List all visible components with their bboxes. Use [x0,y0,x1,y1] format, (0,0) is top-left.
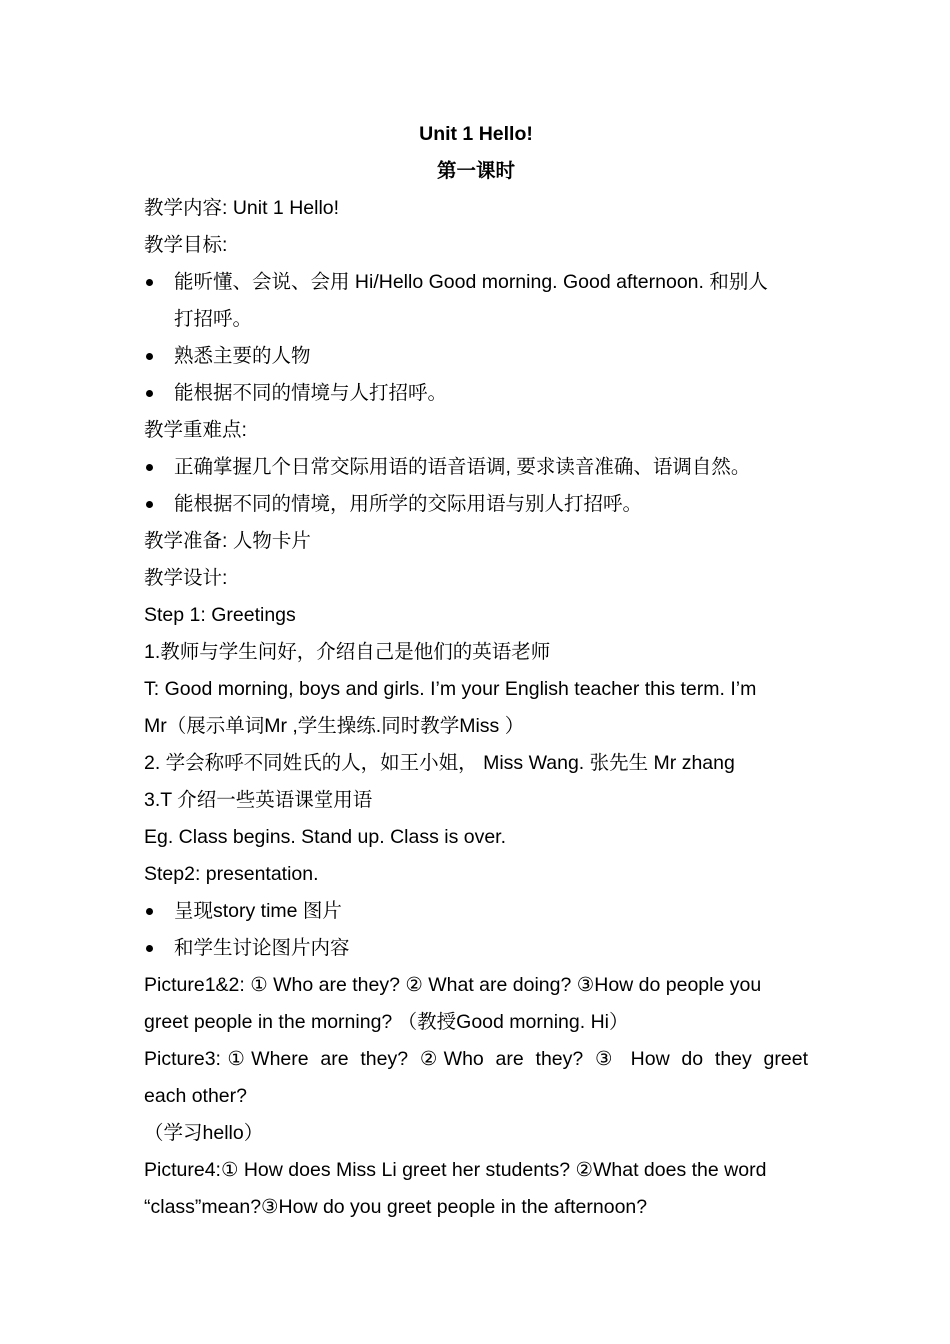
objective-item [144,338,808,375]
objective-item [144,264,808,301]
document-title: Unit 1 Hello! [419,123,533,145]
document-body [144,116,808,1226]
step1-line: Eg. Class begins. Stand up. Class is over. [144,826,507,848]
picture-line: （学习hello） [144,1122,264,1144]
objective-item [144,375,808,412]
key-point-item [144,449,808,486]
key-point-text: 正确掌握几个日常交际用语的语音语调, 要求读音准确、语调自然。 [174,456,751,478]
step2-item [144,893,808,930]
picture-line: Picture1&2: ① Who are they? ② What are doing? ③How do people you [144,974,762,996]
objective-continuation: 打招呼。 [174,308,253,330]
teaching-content: 教学内容: Unit 1 Hello! [144,197,340,219]
picture-line: Picture4:① How does Miss Li greet her students? ②What does the word [144,1159,767,1181]
key-point-text: 能根据不同的情境，用所学的交际用语与别人打招呼。 [174,493,643,515]
step2-text: 呈现story time 图片 [174,900,342,922]
objective-text: 能根据不同的情境与人打招呼。 [174,382,448,404]
step2-title: Step2: presentation. [144,863,319,885]
key-points-heading: 教学重难点: [144,419,247,441]
bullet-icon [146,945,153,952]
teaching-preparation: 教学准备: 人物卡片 [144,530,311,552]
key-point-item [144,486,808,523]
step1-line: 1.教师与学生问好，介绍自己是他们的英语老师 [144,641,551,663]
step1-line: 3.T 介绍一些英语课堂用语 [144,789,373,811]
picture-line: Picture3:①Where are they? ②Who are they? ③ How do they greet [144,1048,808,1070]
step2-item [144,930,808,967]
picture-line: “class”mean?③How do you greet people in the afternoon? [144,1196,648,1218]
bullet-icon [146,390,153,397]
bullet-icon [146,353,153,360]
bullet-icon [146,501,153,508]
step1-line: T: Good morning, boys and girls. I’m your English teacher this term. I’m [144,678,757,700]
objectives-heading: 教学目标: [144,234,228,256]
picture-line: each other? [144,1085,247,1107]
lesson-subtitle: 第一课时 [436,160,515,182]
design-heading: 教学设计: [144,567,228,589]
bullet-icon [146,908,153,915]
objective-text: 熟悉主要的人物 [174,345,311,367]
bullet-icon [146,464,153,471]
step2-text: 和学生讨论图片内容 [174,937,350,959]
objective-text: 能听懂、会说、会用 Hi/Hello Good morning. Good afternoon. 和别人 [174,271,768,293]
step1-line: Mr（展示单词Mr ,学生操练.同时教学Miss ） [144,715,525,737]
bullet-icon [146,279,153,286]
step1-line: 2. 学会称呼不同姓氏的人，如王小姐， Miss Wang. 张先生 Mr zhang [144,752,735,774]
step1-title: Step 1: Greetings [144,604,296,626]
picture-line: greet people in the morning? （教授Good morning. Hi） [144,1011,629,1033]
